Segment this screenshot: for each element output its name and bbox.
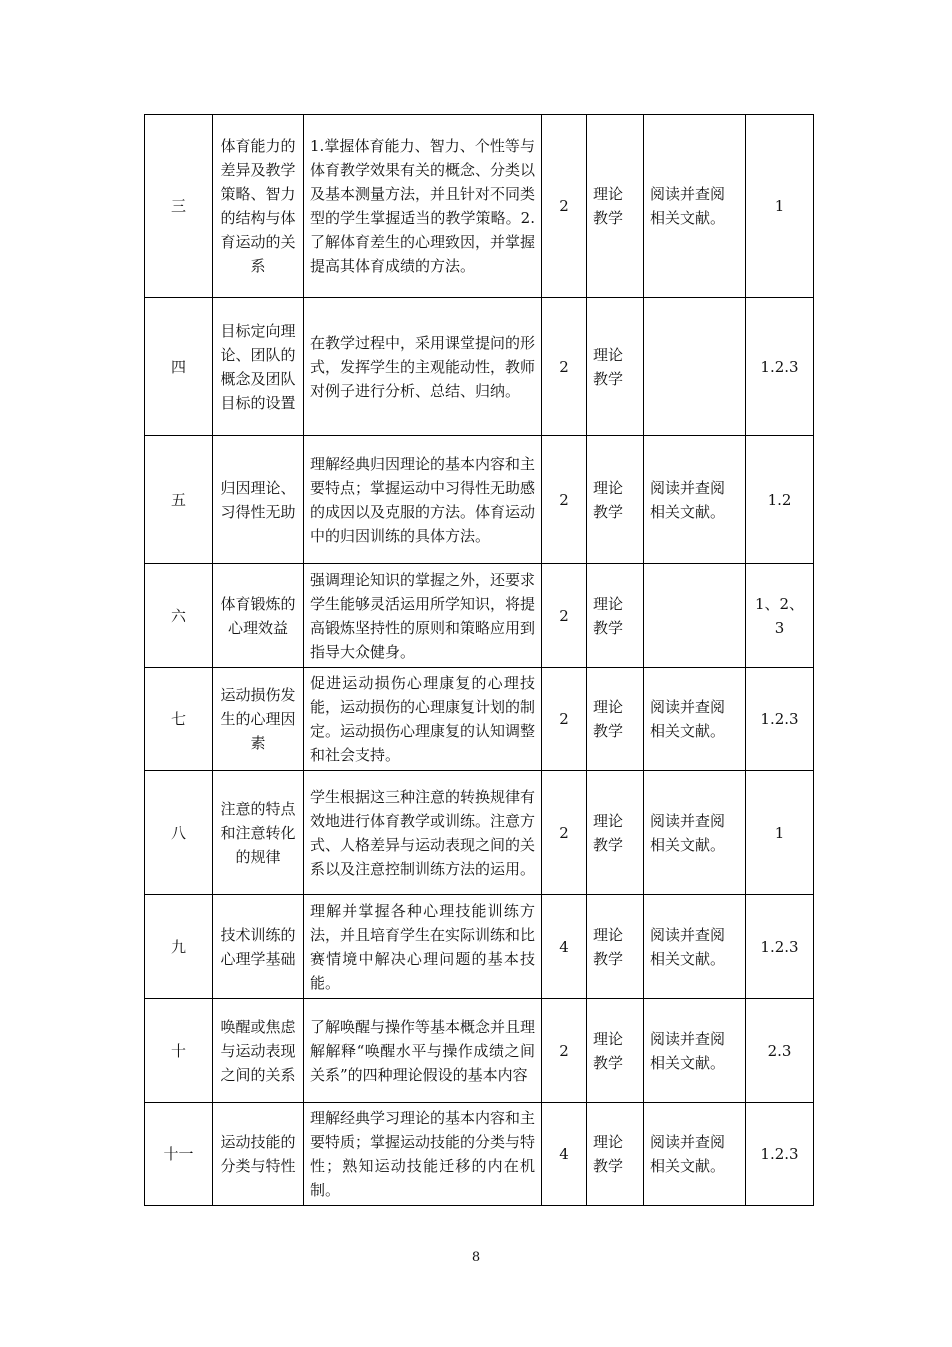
table-row xyxy=(145,436,814,564)
content-cell: 在教学过程中，采用课堂提问的形式，发挥学生的主观能动性，教师对例子进行分析、总结、归纳。 xyxy=(304,298,542,436)
table-row xyxy=(145,895,814,999)
content-cell: 理解经典学习理论的基本内容和主要特质；掌握运动技能的分类与特性；熟知运动技能迁移的内在机制。 xyxy=(304,1103,542,1206)
hours-cell: 2 xyxy=(542,115,587,298)
topic-cell: 体育能力的差异及教学策略、智力的结构与体育运动的关系 xyxy=(213,115,304,298)
method-cell: 理论教学 xyxy=(587,1103,644,1206)
course-schedule-table xyxy=(144,114,814,1206)
section-number-cell: 十一 xyxy=(145,1103,213,1206)
page-number: 8 xyxy=(471,1250,481,1265)
section-number-cell: 十 xyxy=(145,999,213,1103)
content-cell: 促进运动损伤心理康复的心理技能，运动损伤的心理康复计划的制定。运动损伤心理康复的认知调整和社会支持。 xyxy=(304,668,542,771)
hours-cell: 2 xyxy=(542,564,587,668)
topic-cell: 目标定向理论、团队的概念及团队目标的设置 xyxy=(213,298,304,436)
content-cell: 1.掌握体育能力、智力、个性等与体育教学效果有关的概念、分类以及基本测量方法，并且针对不同类型的学生掌握适当的教学策略。2.了解体育差生的心理致因，并掌握提高其体育成绩的方法。 xyxy=(304,115,542,298)
objective-cell: 1.2.3 xyxy=(746,895,814,999)
section-number-cell: 四 xyxy=(145,298,213,436)
objective-cell: 1 xyxy=(746,115,814,298)
topic-cell: 体育锻炼的心理效益 xyxy=(213,564,304,668)
assignment-cell xyxy=(644,564,746,668)
content-cell: 学生根据这三种注意的转换规律有效地进行体育教学或训练。注意方式、人格差异与运动表现之间的关系以及注意控制训练方法的运用。 xyxy=(304,771,542,895)
method-cell: 理论教学 xyxy=(587,298,644,436)
table-row xyxy=(145,668,814,771)
hours-cell: 2 xyxy=(542,298,587,436)
objective-cell: 1 xyxy=(746,771,814,895)
assignment-cell: 阅读并查阅相关文献。 xyxy=(644,436,746,564)
topic-cell: 技术训练的心理学基础 xyxy=(213,895,304,999)
method-cell: 理论教学 xyxy=(587,895,644,999)
assignment-cell: 阅读并查阅相关文献。 xyxy=(644,668,746,771)
objective-cell: 1、2、3 xyxy=(746,564,814,668)
content-cell: 理解经典归因理论的基本内容和主要特点；掌握运动中习得性无助感的成因以及克服的方法。体育运动中的归因训练的具体方法。 xyxy=(304,436,542,564)
hours-cell: 4 xyxy=(542,895,587,999)
table-row xyxy=(145,999,814,1103)
objective-cell: 1.2.3 xyxy=(746,668,814,771)
hours-cell: 4 xyxy=(542,1103,587,1206)
assignment-cell xyxy=(644,298,746,436)
topic-cell: 唤醒或焦虑与运动表现之间的关系 xyxy=(213,999,304,1103)
topic-cell: 归因理论、习得性无助 xyxy=(213,436,304,564)
table-row xyxy=(145,1103,814,1206)
section-number-cell: 九 xyxy=(145,895,213,999)
hours-cell: 2 xyxy=(542,668,587,771)
section-number-cell: 三 xyxy=(145,115,213,298)
assignment-cell: 阅读并查阅相关文献。 xyxy=(644,999,746,1103)
method-cell: 理论教学 xyxy=(587,436,644,564)
content-cell: 了解唤醒与操作等基本概念并且理解解释“唤醒水平与操作成绩之间关系”的四种理论假设的基本内容 xyxy=(304,999,542,1103)
section-number-cell: 八 xyxy=(145,771,213,895)
topic-cell: 注意的特点和注意转化的规律 xyxy=(213,771,304,895)
hours-cell: 2 xyxy=(542,771,587,895)
content-cell: 理解并掌握各种心理技能训练方法，并且培育学生在实际训练和比赛情境中解决心理问题的基本技能。 xyxy=(304,895,542,999)
hours-cell: 2 xyxy=(542,436,587,564)
method-cell: 理论教学 xyxy=(587,668,644,771)
section-number-cell: 六 xyxy=(145,564,213,668)
assignment-cell: 阅读并查阅相关文献。 xyxy=(644,771,746,895)
section-number-cell: 五 xyxy=(145,436,213,564)
method-cell: 理论教学 xyxy=(587,564,644,668)
section-number-cell: 七 xyxy=(145,668,213,771)
method-cell: 理论教学 xyxy=(587,999,644,1103)
objective-cell: 2.3 xyxy=(746,999,814,1103)
table-row xyxy=(145,115,814,298)
method-cell: 理论教学 xyxy=(587,771,644,895)
topic-cell: 运动损伤发生的心理因素 xyxy=(213,668,304,771)
hours-cell: 2 xyxy=(542,999,587,1103)
topic-cell: 运动技能的分类与特性 xyxy=(213,1103,304,1206)
objective-cell: 1.2.3 xyxy=(746,1103,814,1206)
assignment-cell: 阅读并查阅相关文献。 xyxy=(644,895,746,999)
objective-cell: 1.2 xyxy=(746,436,814,564)
assignment-cell: 阅读并查阅相关文献。 xyxy=(644,1103,746,1206)
method-cell: 理论教学 xyxy=(587,115,644,298)
table-row xyxy=(145,298,814,436)
assignment-cell: 阅读并查阅相关文献。 xyxy=(644,115,746,298)
content-cell: 强调理论知识的掌握之外，还要求学生能够灵活运用所学知识，将提高锻炼坚持性的原则和策略应用到指导大众健身。 xyxy=(304,564,542,668)
table-row xyxy=(145,771,814,895)
objective-cell: 1.2.3 xyxy=(746,298,814,436)
table-row xyxy=(145,564,814,668)
